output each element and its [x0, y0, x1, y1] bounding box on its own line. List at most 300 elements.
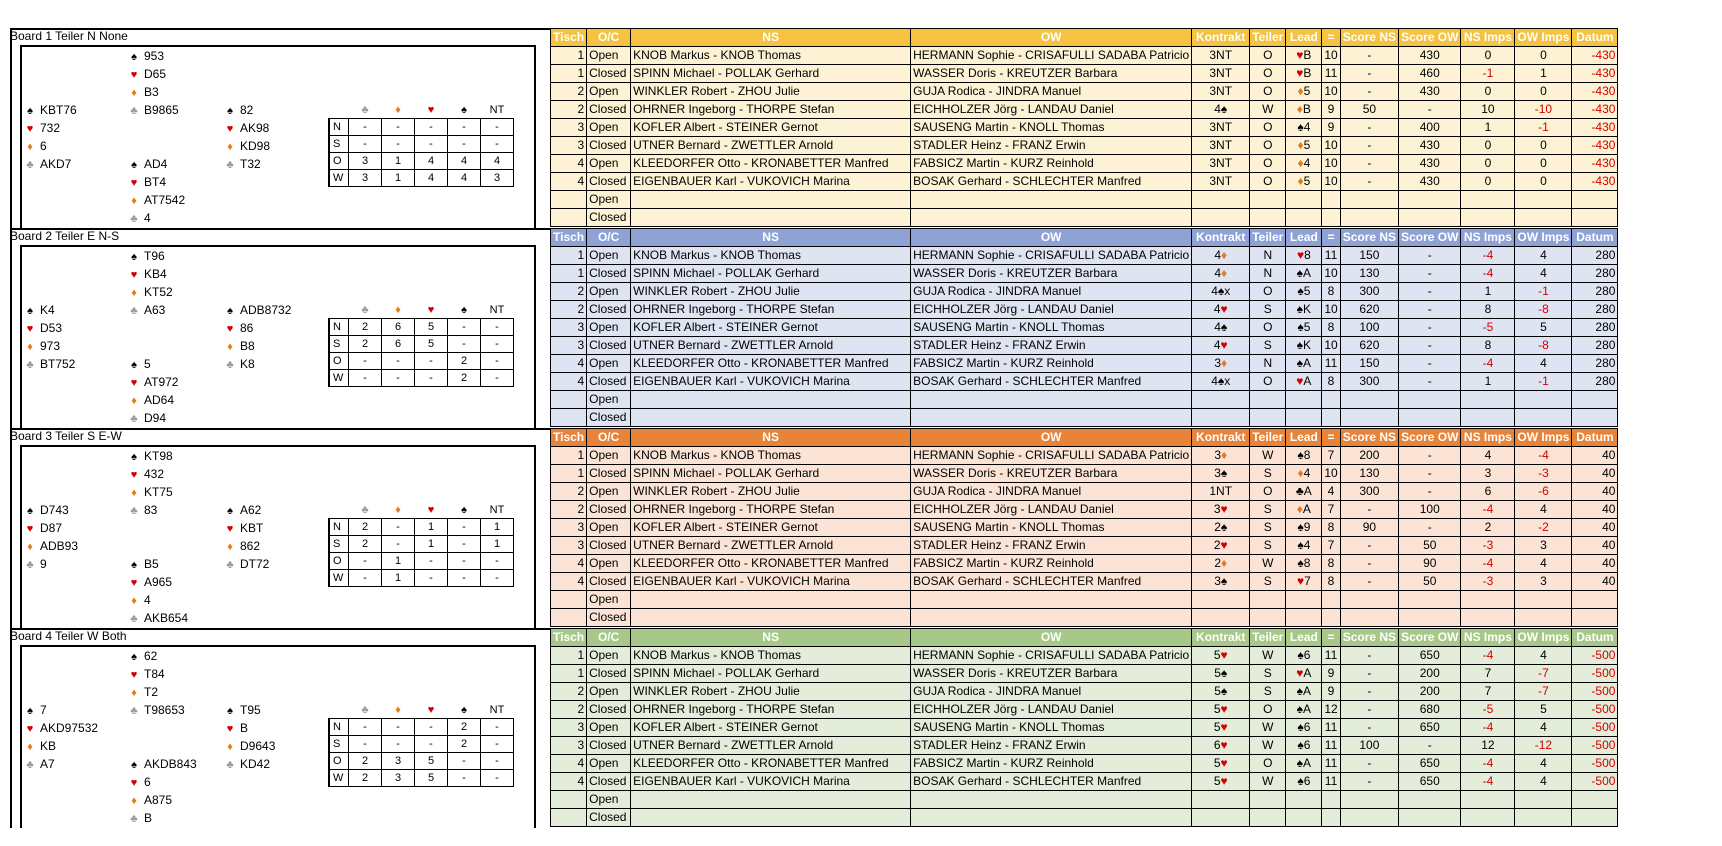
table-cell [551, 209, 587, 227]
table-cell: 0 [1515, 155, 1572, 173]
table-cell: S [1250, 301, 1286, 319]
column-header: O/C [587, 229, 631, 247]
table-cell: 430 [1399, 155, 1461, 173]
table-cell: 3 [551, 519, 587, 537]
matrix-cell: 3 [349, 153, 382, 170]
heart-icon: ♥ [26, 123, 34, 135]
matrix-cell: 1 [415, 519, 448, 536]
table-cell: 7 [1322, 537, 1340, 555]
table-cell: ♠A [1286, 355, 1322, 373]
hand-line-spades [24, 501, 69, 519]
column-header: = [1322, 229, 1340, 247]
holding: K8 [240, 357, 255, 371]
table-cell: 11 [1322, 65, 1340, 83]
table-cell: 5♥ [1192, 719, 1250, 737]
table-cell: ♠6 [1286, 773, 1322, 791]
table-cell: ♠K [1286, 301, 1322, 319]
matrix-header: NT [481, 302, 514, 319]
matrix-header: ♥ [415, 702, 448, 719]
table-cell: HERMANN Sophie - CRISAFULLI SADABA Patricio [911, 47, 1192, 65]
matrix-cell: - [415, 136, 448, 153]
table-cell: 3 [551, 137, 587, 155]
table-cell: 4 [1515, 355, 1572, 373]
table-cell: O [1250, 173, 1286, 191]
table-cell: 650 [1399, 773, 1461, 791]
column-header: Teiler [1250, 29, 1286, 47]
table-cell [1572, 391, 1618, 409]
table-row [551, 719, 1618, 737]
table-cell: 2♠ [1192, 519, 1250, 537]
table-cell: KOFLER Albert - STEINER Gernot [631, 119, 911, 137]
matrix-cell: 3 [349, 170, 382, 187]
holding: T84 [144, 667, 165, 681]
table-cell: 3NT [1192, 119, 1250, 137]
table-cell: -4 [1515, 447, 1572, 465]
matrix-cell: 2 [349, 519, 382, 536]
matrix-direction: W [329, 770, 349, 787]
table-cell: Closed [587, 573, 631, 591]
table-cell: KLEEDORFER Otto - KRONABETTER Manfred [631, 155, 911, 173]
table-cell: Closed [587, 809, 631, 827]
hand-line-diamonds [24, 337, 60, 355]
table-cell: 4♠ [1192, 101, 1250, 119]
table-cell: 8 [1461, 301, 1515, 319]
table-cell: O [1250, 155, 1286, 173]
table-cell: -7 [1515, 683, 1572, 701]
table-cell [1250, 191, 1286, 209]
table-cell: -500 [1572, 755, 1618, 773]
matrix-cell: - [481, 770, 514, 787]
table-cell: 6♥ [1192, 737, 1250, 755]
table-cell: WINKLER Robert - ZHOU Julie [631, 83, 911, 101]
table-cell: 2 [551, 301, 587, 319]
table-cell: 2 [1461, 519, 1515, 537]
holding: A965 [144, 575, 173, 589]
column-header: OW Imps [1515, 429, 1572, 447]
table-cell: 280 [1572, 319, 1618, 337]
table-cell: -12 [1515, 737, 1572, 755]
column-header: NS [631, 229, 911, 247]
table-cell [1192, 791, 1250, 809]
matrix-header: NT [481, 502, 514, 519]
table-cell [1461, 209, 1515, 227]
table-row [551, 447, 1618, 465]
table-cell: KNOB Markus - KNOB Thomas [631, 447, 911, 465]
table-cell: - [1399, 483, 1461, 501]
table-cell [911, 791, 1192, 809]
table-cell [1192, 409, 1250, 427]
holding: AK98 [240, 121, 270, 135]
heart-icon: ♥ [226, 323, 234, 335]
table-cell: 90 [1340, 519, 1398, 537]
table-row [551, 247, 1618, 265]
table-cell: W [1250, 773, 1286, 791]
hand-line-clubs [24, 755, 55, 773]
matrix-cell: 2 [448, 370, 481, 387]
column-header: O/C [587, 29, 631, 47]
table-cell: Open [587, 155, 631, 173]
board-left-border [10, 228, 12, 428]
matrix-cell: - [481, 553, 514, 570]
hand-line-hearts [24, 119, 60, 137]
table-cell: GUJA Rodica - JINDRA Manuel [911, 683, 1192, 701]
table-cell: - [1340, 701, 1398, 719]
table-cell: ♦A [1286, 501, 1322, 519]
table-cell: ♦5 [1286, 83, 1322, 101]
matrix-direction: O [329, 153, 349, 170]
table-cell: EICHHOLZER Jörg - LANDAU Daniel [911, 101, 1192, 119]
table-cell: ♠6 [1286, 719, 1322, 737]
table-cell [1250, 391, 1286, 409]
hand-line-spades [128, 47, 164, 65]
hand-line-spades [128, 247, 165, 265]
table-cell [1572, 591, 1618, 609]
table-cell: -1 [1515, 283, 1572, 301]
holding: KD98 [240, 139, 271, 153]
table-cell: 9 [1322, 683, 1340, 701]
table-cell: - [1399, 247, 1461, 265]
table-cell: Open [587, 355, 631, 373]
table-cell: -1 [1515, 119, 1572, 137]
board-left-border [10, 628, 12, 828]
matrix-row [329, 353, 514, 370]
matrix-header: ♦ [382, 702, 415, 719]
table-cell: 90 [1399, 555, 1461, 573]
holding: B [144, 811, 153, 825]
table-cell: 3NT [1192, 155, 1250, 173]
table-cell: 430 [1399, 173, 1461, 191]
table-row [551, 591, 1618, 609]
matrix-cell: - [448, 770, 481, 787]
table-cell: 4 [1515, 773, 1572, 791]
table-cell [1322, 409, 1340, 427]
board-left-border [10, 428, 12, 628]
table-cell: 1 [1515, 65, 1572, 83]
table-cell: - [1340, 555, 1398, 573]
matrix-header: ♥ [415, 102, 448, 119]
hand-line-hearts [128, 265, 167, 283]
table-cell: 50 [1340, 101, 1398, 119]
table-cell: -4 [1461, 265, 1515, 283]
table-cell [1286, 209, 1322, 227]
diamond-icon: ♦ [131, 487, 137, 499]
table-cell: Open [587, 555, 631, 573]
column-header: = [1322, 29, 1340, 47]
matrix-cell: - [415, 719, 448, 736]
hand-line-diamonds [128, 591, 151, 609]
holding: D87 [40, 521, 63, 535]
table-cell [1515, 609, 1572, 627]
table-cell: 3NT [1192, 137, 1250, 155]
table-cell: UTNER Bernard - ZWETTLER Arnold [631, 137, 911, 155]
table-cell: 2 [551, 483, 587, 501]
table-cell: - [1340, 65, 1398, 83]
table-cell: 400 [1399, 119, 1461, 137]
table-cell [1399, 791, 1461, 809]
board-3 [10, 428, 1712, 628]
hand-line-hearts [224, 319, 253, 337]
matrix-cell: - [448, 553, 481, 570]
table-cell [1322, 209, 1340, 227]
table-cell: 430 [1399, 137, 1461, 155]
matrix-direction: N [329, 119, 349, 136]
table-cell: 150 [1340, 355, 1398, 373]
table-cell: 4 [551, 155, 587, 173]
hand-line-clubs [128, 409, 166, 427]
table-cell: 5♥ [1192, 701, 1250, 719]
table-cell: Closed [587, 409, 631, 427]
column-header: OW [911, 29, 1192, 47]
club-icon: ♣ [226, 759, 234, 771]
table-cell: Open [587, 247, 631, 265]
matrix-cell: - [349, 353, 382, 370]
matrix-header: ♣ [349, 502, 382, 519]
table-cell: - [1340, 83, 1398, 101]
table-cell: 0 [1461, 137, 1515, 155]
matrix-cell: 5 [415, 753, 448, 770]
results-table [550, 28, 1618, 227]
holding: D65 [144, 67, 167, 81]
table-cell: 2 [551, 83, 587, 101]
matrix-cell: 2 [349, 336, 382, 353]
column-header: NS Imps [1461, 429, 1515, 447]
hand-line-spades [128, 755, 197, 773]
table-cell [1286, 609, 1322, 627]
table-cell: OHRNER Ingeborg - THORPE Stefan [631, 501, 911, 519]
holding: A62 [240, 503, 262, 517]
column-header: Score OW [1399, 429, 1461, 447]
table-cell: 10 [1461, 101, 1515, 119]
table-cell: 5♥ [1192, 647, 1250, 665]
table-cell: KNOB Markus - KNOB Thomas [631, 47, 911, 65]
table-cell: 3 [551, 737, 587, 755]
table-cell [551, 791, 587, 809]
holding: KB [40, 739, 57, 753]
matrix-cell: - [481, 719, 514, 736]
table-cell: 4 [551, 755, 587, 773]
hand-line-clubs [128, 101, 179, 119]
board-1 [10, 28, 1712, 228]
table-cell: KNOB Markus - KNOB Thomas [631, 647, 911, 665]
matrix-cell: - [448, 336, 481, 353]
table-cell [1399, 191, 1461, 209]
table-cell [551, 591, 587, 609]
holding: 6 [40, 139, 47, 153]
table-cell: 6 [1461, 483, 1515, 501]
hand-line-hearts [128, 773, 151, 791]
matrix-cell: - [382, 136, 415, 153]
deal-diagram [20, 245, 536, 428]
column-header: Score OW [1399, 29, 1461, 47]
table-cell: -4 [1461, 355, 1515, 373]
column-header: NS [631, 29, 911, 47]
table-row [551, 465, 1618, 483]
club-icon: ♣ [130, 305, 138, 317]
table-cell: 2 [551, 701, 587, 719]
holding: 83 [144, 503, 158, 517]
table-cell: 40 [1572, 537, 1618, 555]
table-cell: GUJA Rodica - JINDRA Manuel [911, 283, 1192, 301]
table-cell [1572, 791, 1618, 809]
table-cell: KLEEDORFER Otto - KRONABETTER Manfred [631, 555, 911, 573]
table-cell: 280 [1572, 301, 1618, 319]
table-cell: Closed [587, 465, 631, 483]
hand-line-hearts [128, 173, 166, 191]
table-cell [1192, 591, 1250, 609]
matrix-cell: - [448, 753, 481, 770]
table-cell [1461, 391, 1515, 409]
matrix-cell: - [349, 119, 382, 136]
table-cell: ♦4 [1286, 465, 1322, 483]
table-cell: Open [587, 319, 631, 337]
table-cell: -2 [1515, 519, 1572, 537]
matrix-cell: 1 [382, 153, 415, 170]
matrix-cell: - [448, 319, 481, 336]
table-cell: -4 [1461, 247, 1515, 265]
table-cell: 0 [1461, 47, 1515, 65]
heart-icon: ♥ [130, 377, 138, 389]
table-cell: 280 [1572, 247, 1618, 265]
table-cell: - [1399, 519, 1461, 537]
table-cell: S [1250, 683, 1286, 701]
table-cell: -500 [1572, 701, 1618, 719]
table-row [551, 501, 1618, 519]
deal-diagram [20, 445, 536, 628]
table-cell: 280 [1572, 355, 1618, 373]
column-header: OW Imps [1515, 229, 1572, 247]
table-cell: 4 [1515, 647, 1572, 665]
matrix-cell: 3 [382, 753, 415, 770]
table-cell: ♥A [1286, 373, 1322, 391]
column-header: OW Imps [1515, 29, 1572, 47]
column-header: = [1322, 429, 1340, 447]
club-icon: ♣ [130, 505, 138, 517]
hand-line-diamonds [224, 137, 270, 155]
table-cell [1461, 409, 1515, 427]
table-cell [1572, 609, 1618, 627]
hand-line-diamonds [128, 283, 173, 301]
table-cell: 4 [551, 555, 587, 573]
matrix-cell: 6 [382, 319, 415, 336]
hand-line-hearts [24, 719, 98, 737]
table-cell: 1 [1461, 283, 1515, 301]
table-row [551, 773, 1618, 791]
matrix-cell: 4 [481, 153, 514, 170]
table-cell: Open [587, 591, 631, 609]
heart-icon: ♥ [226, 123, 234, 135]
table-cell [911, 809, 1192, 827]
table-cell: -500 [1572, 719, 1618, 737]
table-cell: Open [587, 283, 631, 301]
table-cell: S [1250, 465, 1286, 483]
table-cell: -4 [1461, 647, 1515, 665]
table-cell: 7 [1461, 683, 1515, 701]
column-header: Tisch [551, 429, 587, 447]
table-cell: - [1399, 337, 1461, 355]
matrix-row [329, 719, 514, 736]
holding: AKB654 [144, 611, 189, 625]
table-cell: 3 [1515, 537, 1572, 555]
table-cell [911, 591, 1192, 609]
table-cell: ♥8 [1286, 247, 1322, 265]
table-cell: - [1340, 501, 1398, 519]
table-cell [1322, 791, 1340, 809]
matrix-header: ♦ [382, 502, 415, 519]
table-cell [1340, 591, 1398, 609]
table-cell [1286, 409, 1322, 427]
table-cell: ♠9 [1286, 519, 1322, 537]
table-cell: 430 [1399, 83, 1461, 101]
table-cell: 200 [1340, 447, 1398, 465]
table-cell: O [1250, 483, 1286, 501]
column-header: O/C [587, 629, 631, 647]
club-icon: ♣ [130, 613, 138, 625]
table-cell: BOSAK Gerhard - SCHLECHTER Manfred [911, 173, 1192, 191]
table-cell: Open [587, 683, 631, 701]
table-cell: - [1340, 119, 1398, 137]
table-cell: WINKLER Robert - ZHOU Julie [631, 483, 911, 501]
column-header: OW [911, 429, 1192, 447]
table-row [551, 755, 1618, 773]
table-cell: WASSER Doris - KREUTZER Barbara [911, 665, 1192, 683]
matrix-cell: - [349, 736, 382, 753]
matrix-row [329, 336, 514, 353]
matrix-header: ♠ [448, 302, 481, 319]
table-cell: 1 [1461, 119, 1515, 137]
table-cell: KOFLER Albert - STEINER Gernot [631, 319, 911, 337]
table-cell: -4 [1461, 773, 1515, 791]
table-cell: Closed [587, 609, 631, 627]
table-cell: KOFLER Albert - STEINER Gernot [631, 519, 911, 537]
table-cell: - [1399, 373, 1461, 391]
table-cell: 3♦ [1192, 355, 1250, 373]
table-cell: 12 [1461, 737, 1515, 755]
table-cell: 40 [1572, 519, 1618, 537]
table-cell: O [1250, 373, 1286, 391]
table-cell: 7 [1322, 447, 1340, 465]
table-cell: 4 [1515, 719, 1572, 737]
holding: KB4 [144, 267, 167, 281]
table-cell [1322, 609, 1340, 627]
hand-line-diamonds [224, 737, 275, 755]
matrix-cell: 2 [349, 770, 382, 787]
table-cell: OHRNER Ingeborg - THORPE Stefan [631, 101, 911, 119]
results-header [551, 629, 1618, 647]
table-cell: ♦B [1286, 101, 1322, 119]
table-cell: 300 [1340, 373, 1398, 391]
results-table [550, 628, 1618, 827]
matrix-direction: S [329, 336, 349, 353]
table-cell [1250, 591, 1286, 609]
club-icon: ♣ [130, 105, 138, 117]
column-header: OW Imps [1515, 629, 1572, 647]
table-cell: Closed [587, 265, 631, 283]
column-header: Score NS [1340, 229, 1398, 247]
matrix-header: ♣ [349, 102, 382, 119]
table-cell: S [1250, 501, 1286, 519]
table-cell [1286, 809, 1322, 827]
table-cell [1399, 391, 1461, 409]
matrix-cell: - [481, 753, 514, 770]
table-cell [1399, 591, 1461, 609]
table-cell [1399, 409, 1461, 427]
spade-icon: ♠ [131, 451, 137, 463]
table-cell: Closed [587, 501, 631, 519]
table-cell: 0 [1515, 137, 1572, 155]
board-title: Board 2 Teiler E N-S [10, 229, 120, 243]
table-cell: -500 [1572, 647, 1618, 665]
matrix-cell: 1 [382, 170, 415, 187]
